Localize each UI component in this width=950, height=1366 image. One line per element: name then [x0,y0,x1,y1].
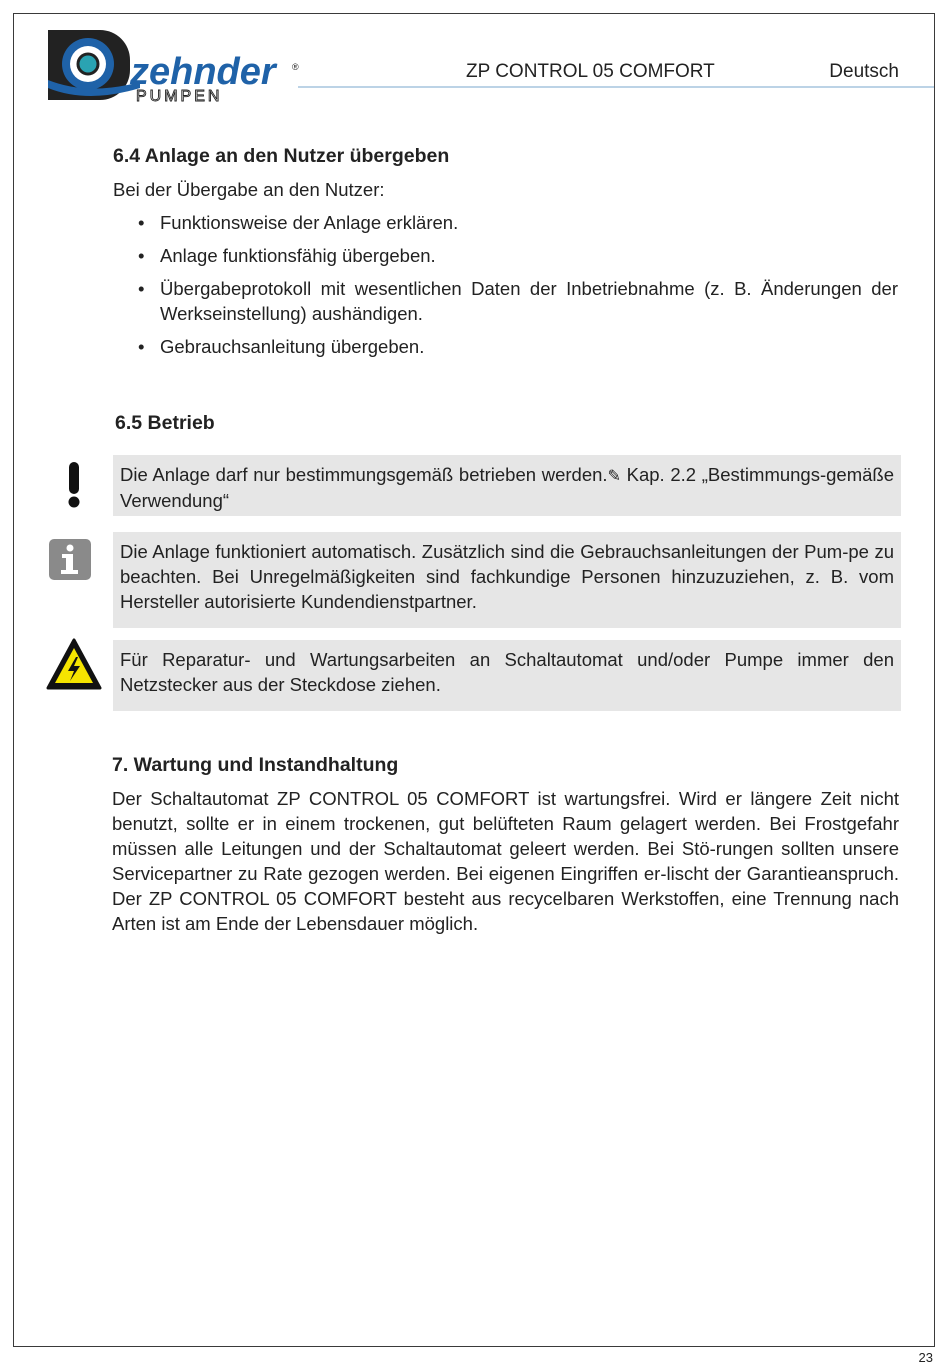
list-item [136,276,898,326]
section-heading-6-5: 6.5 Betrieb [115,412,215,434]
section-heading-6-4: 6.4 Anlage an den Nutzer übergeben [113,145,450,167]
list-item-text: Funktionsweise der Anlage erklären. [160,212,459,233]
svg-text:®: ® [292,62,299,72]
page-number: 23 [918,1350,933,1365]
note-text: Die Anlage darf nur bestimmungsgemäß betrieben werden. [120,464,608,485]
section-intro: Bei der Übergabe an den Nutzer: [113,179,385,200]
header-rule [298,86,934,88]
reference-arrow-icon: ✎ [607,466,621,485]
list-item-text: Gebrauchsanleitung übergeben. [160,336,425,357]
electrical-hazard-icon [46,637,104,693]
zehnder-logo [44,26,304,106]
document-title: ZP CONTROL 05 COMFORT [466,61,715,82]
list-item-text: Übergabeprotokoll mit wesentlichen Daten der Inbetriebnahme (z. B. Änderungen der Werkseinstellung) aushändigen. [160,278,898,324]
chapter-reference: Kap. 2.2 „Bestimmungs-gemäße Verwendung“ [120,464,894,511]
note-box-usage [113,455,901,516]
list-item [136,334,898,359]
handover-list [136,210,898,367]
list-item [136,210,898,235]
bullet-glyph: • [138,278,145,299]
bullet-glyph: • [138,212,145,233]
info-icon [46,537,104,583]
logo-subtitle: PUMPEN [136,88,223,105]
note-box-warning: Für Reparatur- und Wartungsarbeiten an Schaltautomat und/oder Pumpe immer den Netzstecker aus der Steckdose ziehen. [113,640,901,711]
list-item-text: Anlage funktionsfähig übergeben. [160,245,436,266]
note-box-info: Die Anlage funktioniert automatisch. Zusätzlich sind die Gebrauchsanleitungen der Pum-pe zu beachten. Bei Unregelmäßigkeiten sind fachkundige Personen hinzuzuziehen, z. B. vom Hersteller autorisierte Kundendienstpartner. [113,532,901,628]
logo-wordmark: zehnder [130,51,276,93]
list-item [136,243,898,268]
bullet-glyph: • [138,336,145,357]
bullet-glyph: • [138,245,145,266]
section-heading-7: 7. Wartung und Instandhaltung [112,754,399,776]
language-label: Deutsch [829,61,899,82]
exclamation-icon [46,460,104,510]
maintenance-paragraph: Der Schaltautomat ZP CONTROL 05 COMFORT ist wartungsfrei. Wird er längere Zeit nicht benutzt, sollte er in einem trockenen, gut belüfteten Raum gelagert werden. Bei Frostgefahr müssen alle Leitungen und der Schaltautomat geleert werden. Bei Stö-rungen sollten unsere Servicepartner zu Rate gezogen werden. Bei eigenen Eingriffen er-lischt der Garantieanspruch. Der ZP CONTROL 05 COMFORT besteht aus recycelbaren Werkstoffen, eine Trennung nach Arten ist am Ende der Lebensdauer möglich. [112,788,899,934]
